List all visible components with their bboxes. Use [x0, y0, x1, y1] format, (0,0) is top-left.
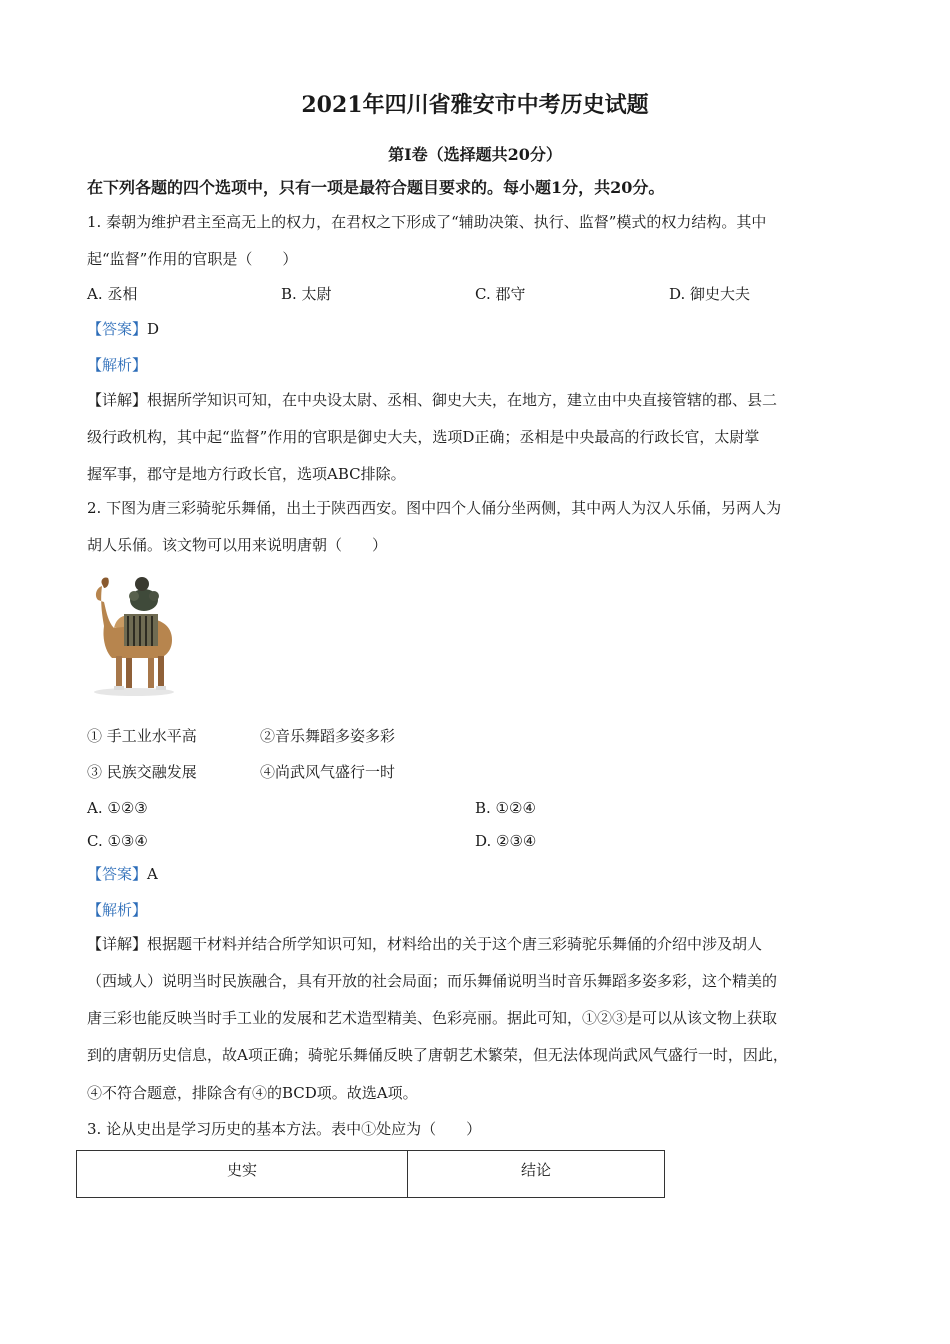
q2-option-b: B. ①②④ [475, 799, 536, 817]
q2-detail-line-2: （西域人）说明当时民族融合，具有开放的社会局面；而乐舞俑说明当时音乐舞蹈多姿多彩，这个精美的 [87, 972, 778, 990]
table-header-row [77, 1151, 665, 1198]
q3-table [76, 1150, 665, 1198]
q2-statement-2: ②音乐舞蹈多姿多彩 [260, 727, 396, 745]
answer-value: D [147, 320, 160, 338]
q1-stem-line-1: 1. 秦朝为维护君主至高无上的权力，在君权之下形成了“辅助决策、执行、监督”模式的权力结构。其中 [87, 213, 767, 231]
q1-analysis-tag: 【解析】 [87, 356, 148, 374]
q1-stem-line-2: 起“监督”作用的官职是（ ） [87, 250, 298, 268]
q1-option-a: A. 丞相 [87, 285, 138, 303]
q2-stem-line-1: 2. 下图为唐三彩骑驼乐舞俑，出土于陕西西安。图中四个人俑分坐两侧，其中两人为汉人乐俑，另两人为 [87, 499, 782, 517]
q3-stem: 3. 论从史出是学习历史的基本方法。表中①处应为（ ） [87, 1120, 482, 1138]
page-title: 2021年四川省雅安市中考历史试题 [301, 92, 649, 118]
q1-option-c: C. 郡守 [475, 285, 526, 303]
table-header-conclusion: 结论 [408, 1151, 665, 1198]
q2-statement-4: ④尚武风气盛行一时 [260, 763, 396, 781]
q2-detail-line-5: ④不符合题意，排除含有④的BCD项。故选A项。 [87, 1084, 418, 1102]
answer-tag: 【答案】 [87, 865, 148, 883]
q1-option-b: B. 太尉 [281, 285, 332, 303]
q2-option-a: A. ①②③ [87, 799, 148, 817]
q2-detail-line-1: 【详解】根据题干材料并结合所学知识可知，材料给出的关于这个唐三彩骑驼乐舞俑的介绍中涉及胡人 [87, 935, 763, 953]
answer-tag: 【答案】 [87, 320, 148, 338]
table-header-facts: 史实 [77, 1151, 408, 1198]
q2-option-d: D. ②③④ [475, 832, 537, 850]
q2-statement-3: ③ 民族交融发展 [87, 763, 197, 781]
q1-detail-line-1: 【详解】根据所学知识可知，在中央设太尉、丞相、御史大夫，在地方，建立由中央直接管辖的郡、县二 [87, 391, 778, 409]
instruction-text: 在下列各题的四个选项中，只有一项是最符合题目要求的。每小题1分，共20分。 [87, 178, 665, 197]
answer-value: A [147, 865, 158, 883]
q1-answer [87, 319, 159, 339]
q2-analysis-tag: 【解析】 [87, 901, 148, 919]
q2-detail-line-3: 唐三彩也能反映当时手工业的发展和艺术造型精美、色彩亮丽。据此可知，①②③是可以从该文物上获取 [87, 1009, 778, 1027]
q2-option-c: C. ①③④ [87, 832, 148, 850]
q2-stem-line-2: 胡人乐俑。该文物可以用来说明唐朝（ ） [87, 536, 388, 554]
q1-detail-line-3: 握军事，郡守是地方行政长官，选项ABC排除。 [87, 465, 406, 483]
section-heading: 第Ⅰ卷（选择题共20分） [388, 145, 562, 164]
q1-detail-line-2: 级行政机构，其中起“监督”作用的官职是御史大夫，选项D正确；丞相是中央最高的行政长官，太尉掌 [87, 428, 760, 446]
q2-detail-line-4: 到的唐朝历史信息，故A项正确；骑驼乐舞俑反映了唐朝艺术繁荣，但无法体现尚武风气盛行一时，因此， [87, 1046, 788, 1064]
q2-statement-1: ① 手工业水平高 [87, 727, 197, 745]
camel-figurine-image [88, 566, 180, 698]
q2-answer [87, 864, 158, 884]
q1-option-d: D. 御史大夫 [669, 285, 751, 303]
